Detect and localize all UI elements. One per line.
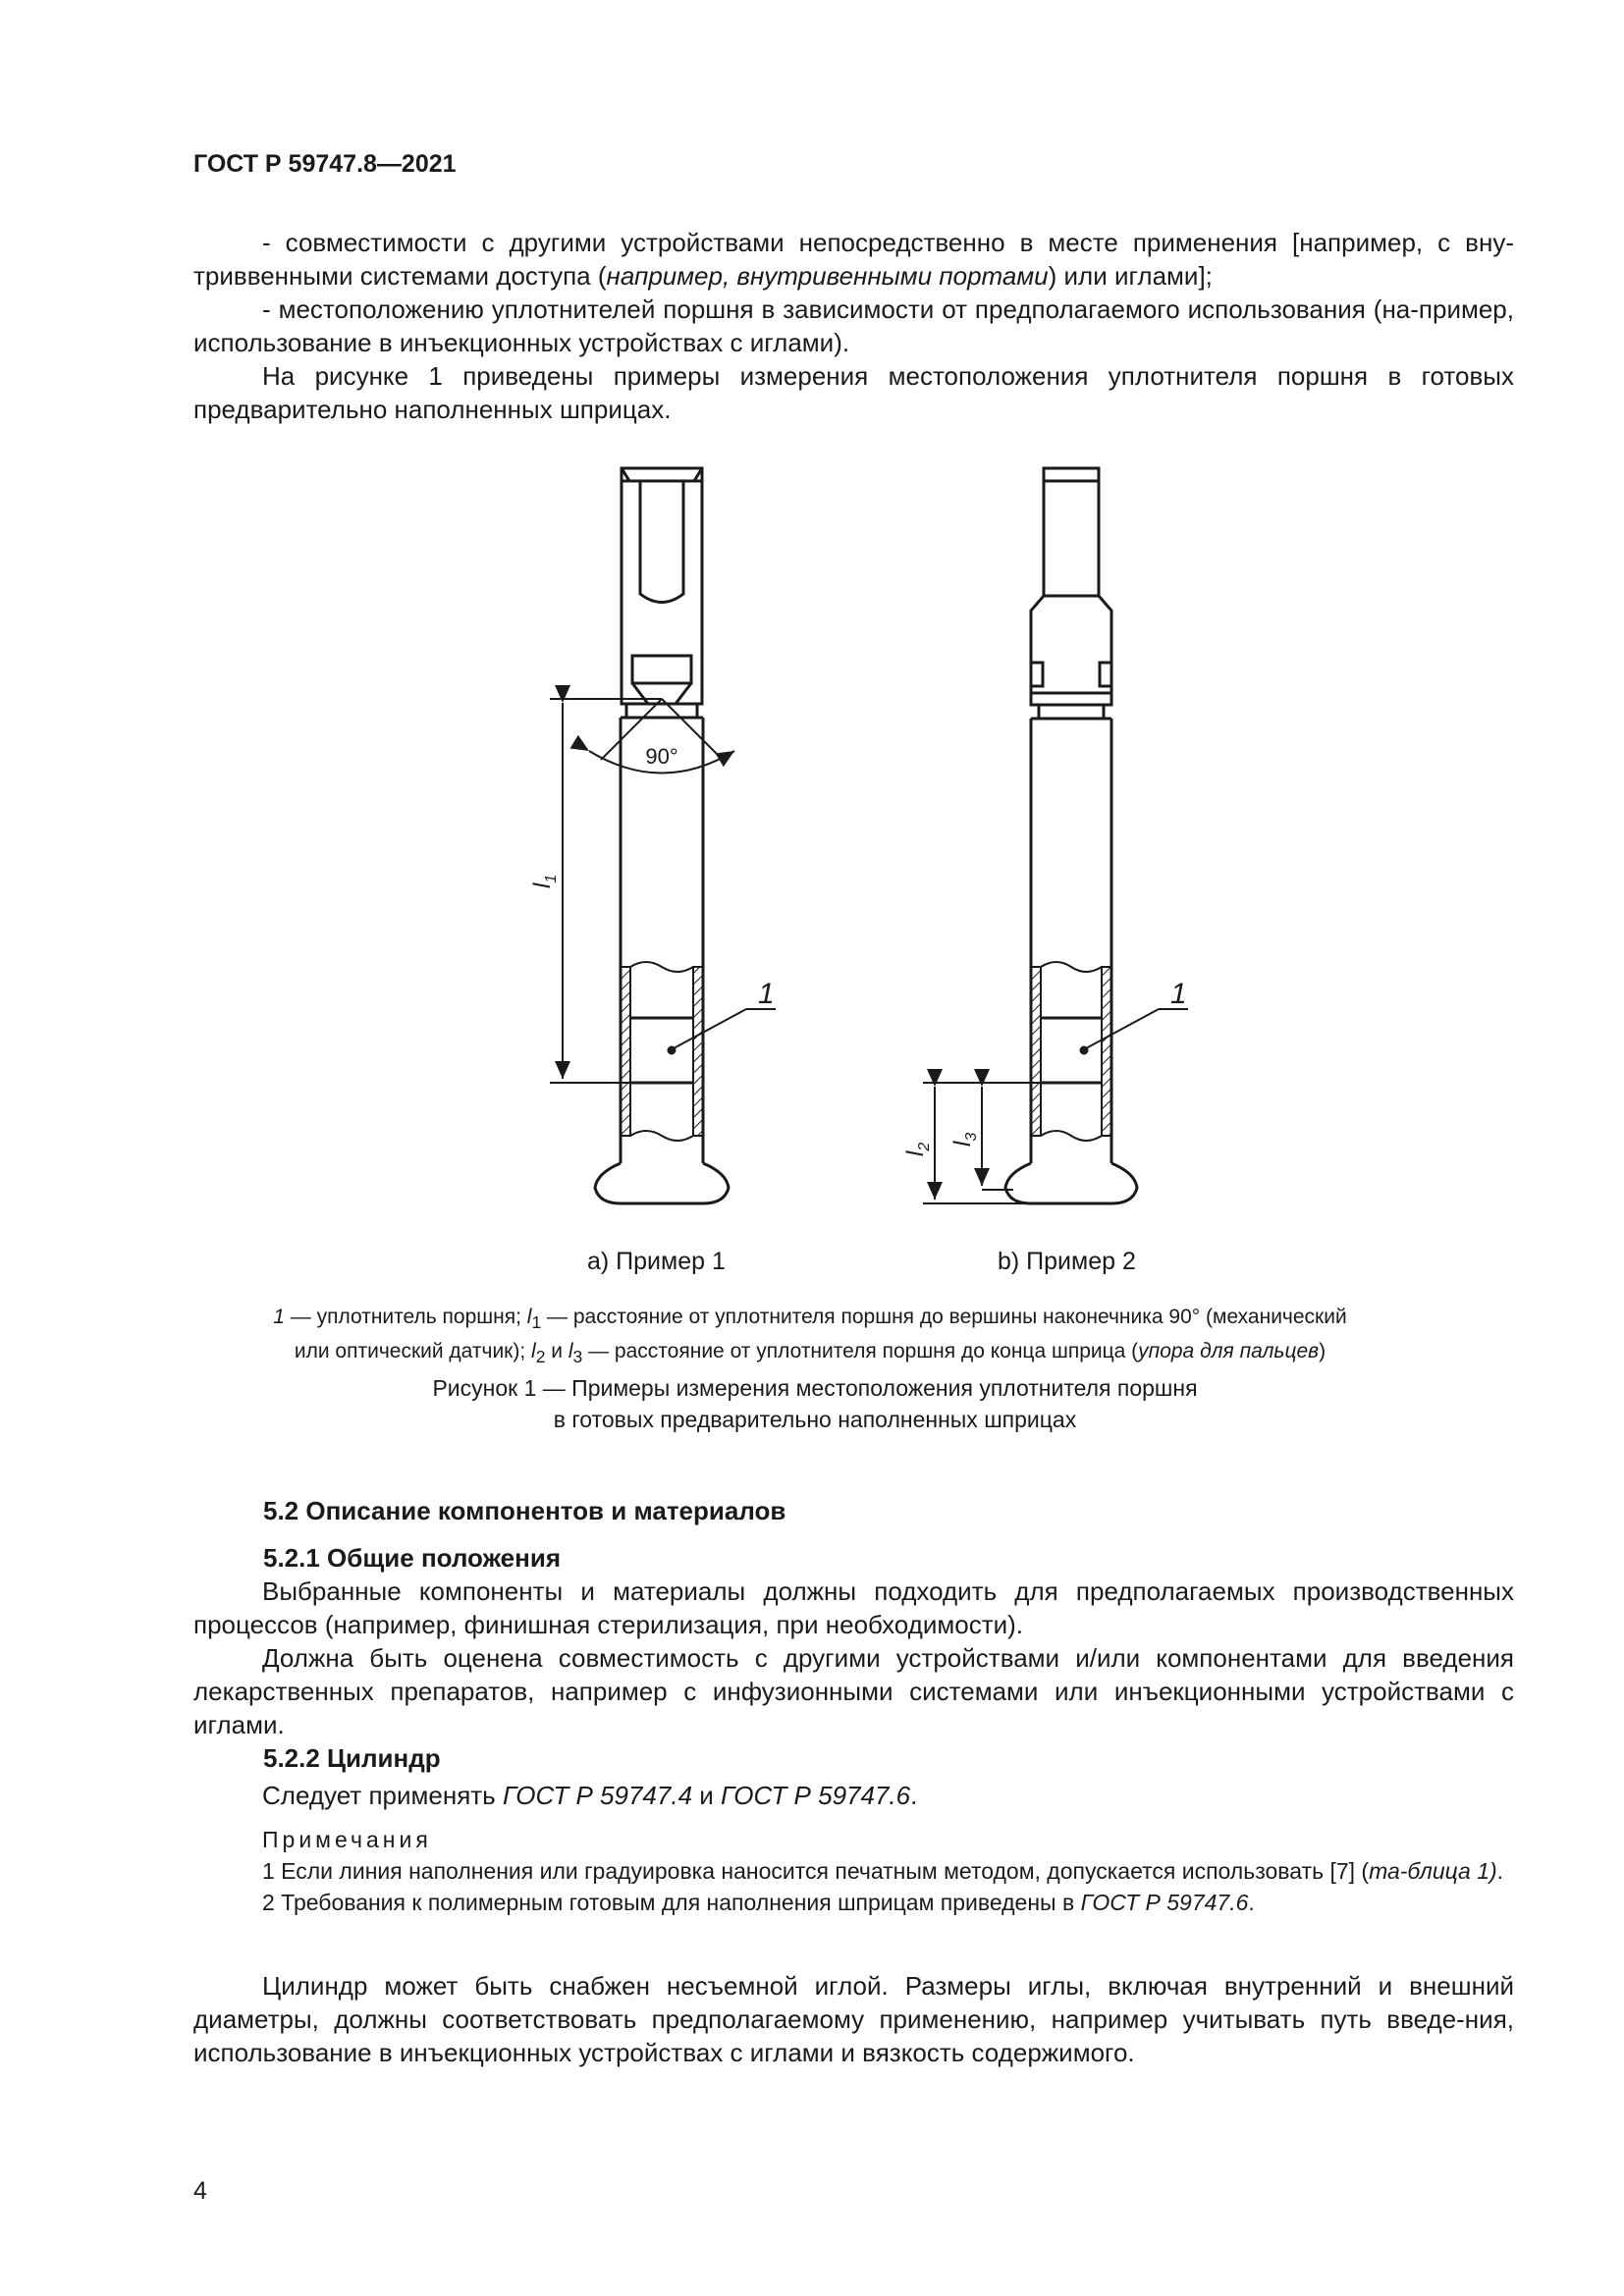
figure-intro-paragraph: На рисунке 1 приведены примеры измерения местоположения уплотнителя поршня в готовых предварительно наполненных шприцах. — [193, 361, 1514, 424]
bullet-seal-position: - местоположению уплотнителей поршня в зависимости от предполагаемого использования (на-пример, использование в инъекционных устройствах с иглами). — [193, 294, 1514, 357]
notes-heading: Примечания — [262, 1827, 432, 1852]
dim-label-l1 — [529, 875, 560, 888]
note-2: 2 Требования к полимерным готовым для наполнения шприцам приведены в ГОСТ Р 59747.6. — [262, 1890, 1255, 1915]
section-heading-5-2-2: 5.2.2 Цилиндр — [263, 1743, 441, 1773]
paragraph-cylinder-standards: Следует применять ГОСТ Р 59747.4 и ГОСТ Р 59747.6. — [262, 1781, 918, 1810]
syringe-example-2 — [923, 468, 1188, 1203]
figure-title — [334, 1372, 1296, 1435]
svg-text:l3: $l_3$ — [949, 1132, 980, 1147]
figure-legend: 1 — уплотнитель поршня; $l_1$ — расстояние от уплотнителя поршня до вершины наконечника 90° (механический или оптический датчик); $l_2$ и $l_3$ — расстояние от уплотнителя поршня до конца шприца (упора для пальцев) — [273, 1306, 1347, 1367]
caption-example-1: a) Пример 1 — [587, 1248, 726, 1275]
bullet1-text-a: - совместимости с другими устройствами непосредственно в месте применения [например, с вну-триввенными системами доступа ( — [193, 228, 1514, 291]
caption-example-2: b) Пример 2 — [998, 1248, 1136, 1275]
page-number: 4 — [193, 2177, 207, 2205]
section-5-2-2-body-2 — [193, 1969, 1514, 2069]
figure-title-line-2: в готовых предварительно наполненных шприцах — [553, 1407, 1077, 1432]
note-1: 1 Если линия наполнения или градуировка наносится печатным методом, допускается использовать [7] (та-блица 1). — [262, 1858, 1504, 1884]
bullet1-text-b: ) или иглами]; — [1048, 261, 1213, 291]
callout-seal-a: 1 — [758, 978, 775, 1010]
bullet1-text-italic: например, внутривенными портами — [606, 261, 1049, 291]
notes-block — [193, 1824, 1514, 1918]
svg-text:l2: $l_2$ — [902, 1142, 933, 1156]
callout-seal-b: 1 — [1170, 978, 1187, 1010]
paragraph-compatibility: Должна быть оценена совместимость с другими устройствами и/или компонентами для введения лекарственных препаратов, например с инфузионными системами или инъекционными устройствами с иглами. — [193, 1643, 1514, 1739]
syringe-example-1 — [550, 468, 776, 1203]
section-heading-5-2: 5.2 Описание компонентов и материалов — [263, 1496, 786, 1525]
dim-label-l3 — [949, 1133, 980, 1147]
paragraph-needle: Цилиндр может быть снабжен несъемной иглой. Размеры иглы, включая внутренний и внешний диаметры, должны соответствовать предполагаемому применению, например учитывать путь введе-ния, использование в инъекционных устройствах с иглами и вязкость содержимого. — [193, 1971, 1514, 2067]
dim-label-l2 — [902, 1143, 933, 1156]
section-5-2-1-body — [193, 1575, 1514, 1741]
paragraph-components: Выбранные компоненты и материалы должны подходить для предполагаемых производственных процессов (например, финишная стерилизация, при необходимости). — [193, 1576, 1514, 1639]
section-5-2-2-body — [193, 1779, 1514, 1812]
running-header: ГОСТ Р 59747.8—2021 — [193, 150, 457, 178]
angle-label: 90° — [645, 744, 678, 769]
section-heading-5-2-1: 5.2.1 Общие положения — [263, 1543, 561, 1573]
svg-text:l1: $l_1$ — [529, 874, 560, 888]
plunger-rod-b — [1044, 468, 1099, 596]
figure-title-line-1: Рисунок 1 — Примеры измерения местоположения уплотнителя поршня — [432, 1375, 1198, 1401]
